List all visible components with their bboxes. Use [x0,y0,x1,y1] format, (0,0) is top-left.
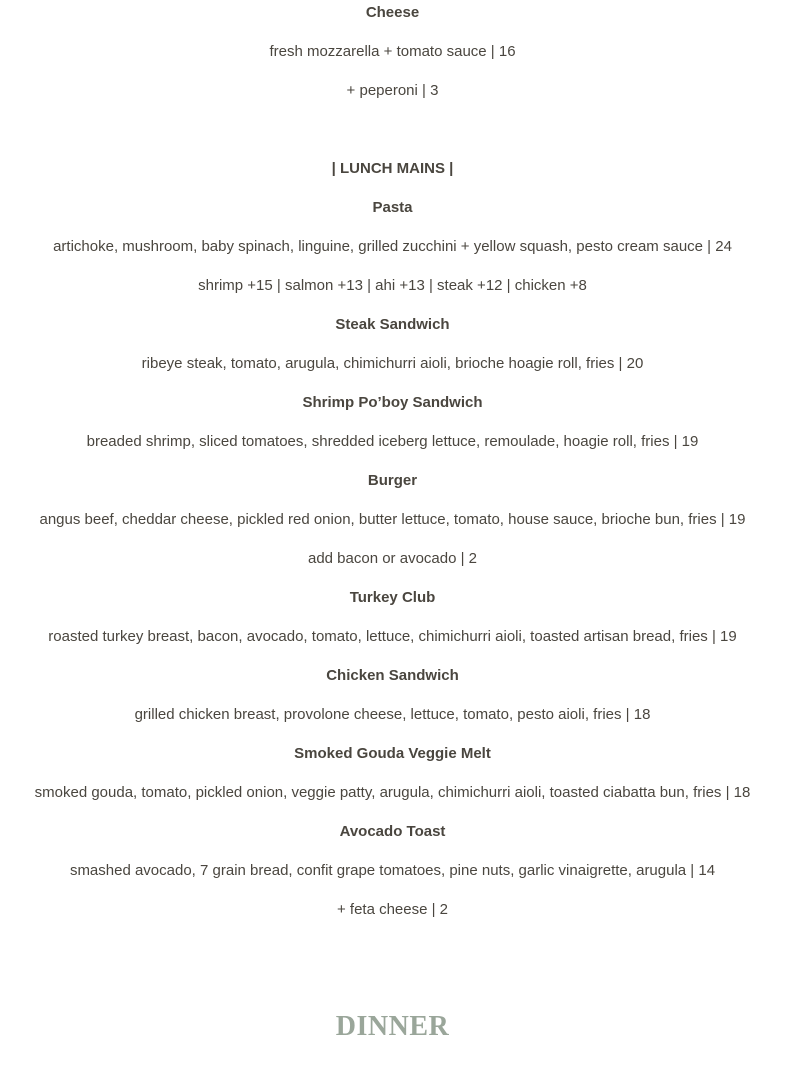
item-addon-burger: add bacon or avocado | 2 [307,550,478,567]
item-desc-cheese: fresh mozzarella + tomato sauce | 16 [269,43,516,60]
item-desc-steak-sandwich: ribeye steak, tomato, arugula, chimichurri aioli, brioche hoagie roll, fries | 20 [141,355,644,372]
item-addon-avocado-toast: + feta cheese | 2 [336,901,449,918]
section-heading-lunch-mains: | LUNCH MAINS | [331,160,454,177]
item-desc-shrimp-poboy: breaded shrimp, sliced tomatoes, shredded iceberg lettuce, remoulade, hoagie roll, fries | 19 [86,433,699,450]
item-title-steak-sandwich: Steak Sandwich [335,316,450,333]
item-title-chicken-sandwich: Chicken Sandwich [326,667,459,684]
section-spacer [0,117,785,156]
item-desc-turkey-club: roasted turkey breast, bacon, avocado, tomato, lettuce, chimichurri aioli, toasted artisan bread, fries | 19 [48,628,737,645]
section-heading-dinner: DINNER [335,1011,450,1042]
item-title-gouda-veggie-melt: Smoked Gouda Veggie Melt [294,745,491,762]
item-addon-cheese: + peperoni | 3 [346,82,439,99]
item-title-cheese: Cheese [365,4,420,21]
item-desc-pasta: artichoke, mushroom, baby spinach, linguine, grilled zucchini + yellow squash, pesto cream sauce | 24 [53,238,732,255]
item-desc-avocado-toast: smashed avocado, 7 grain bread, confit grape tomatoes, pine nuts, garlic vinaigrette, arugula | 14 [69,862,716,879]
item-title-avocado-toast: Avocado Toast [339,823,446,840]
item-desc-chicken-sandwich: grilled chicken breast, provolone cheese, lettuce, tomato, pesto aioli, fries | 18 [134,706,651,723]
item-desc-gouda-veggie-melt: smoked gouda, tomato, pickled onion, veggie patty, arugula, chimichurri aioli, toasted ciabatta bun, fries | 18 [34,784,751,801]
item-title-burger: Burger [367,472,418,489]
item-desc-burger: angus beef, cheddar cheese, pickled red onion, butter lettuce, tomato, house sauce, brioche bun, fries | 19 [39,511,746,528]
item-addon-pasta: shrimp +15 | salmon +13 | ahi +13 | steak +12 | chicken +8 [198,277,587,294]
item-title-shrimp-poboy: Shrimp Po’boy Sandwich [302,394,483,411]
item-title-turkey-club: Turkey Club [349,589,436,606]
item-title-pasta: Pasta [372,199,413,216]
